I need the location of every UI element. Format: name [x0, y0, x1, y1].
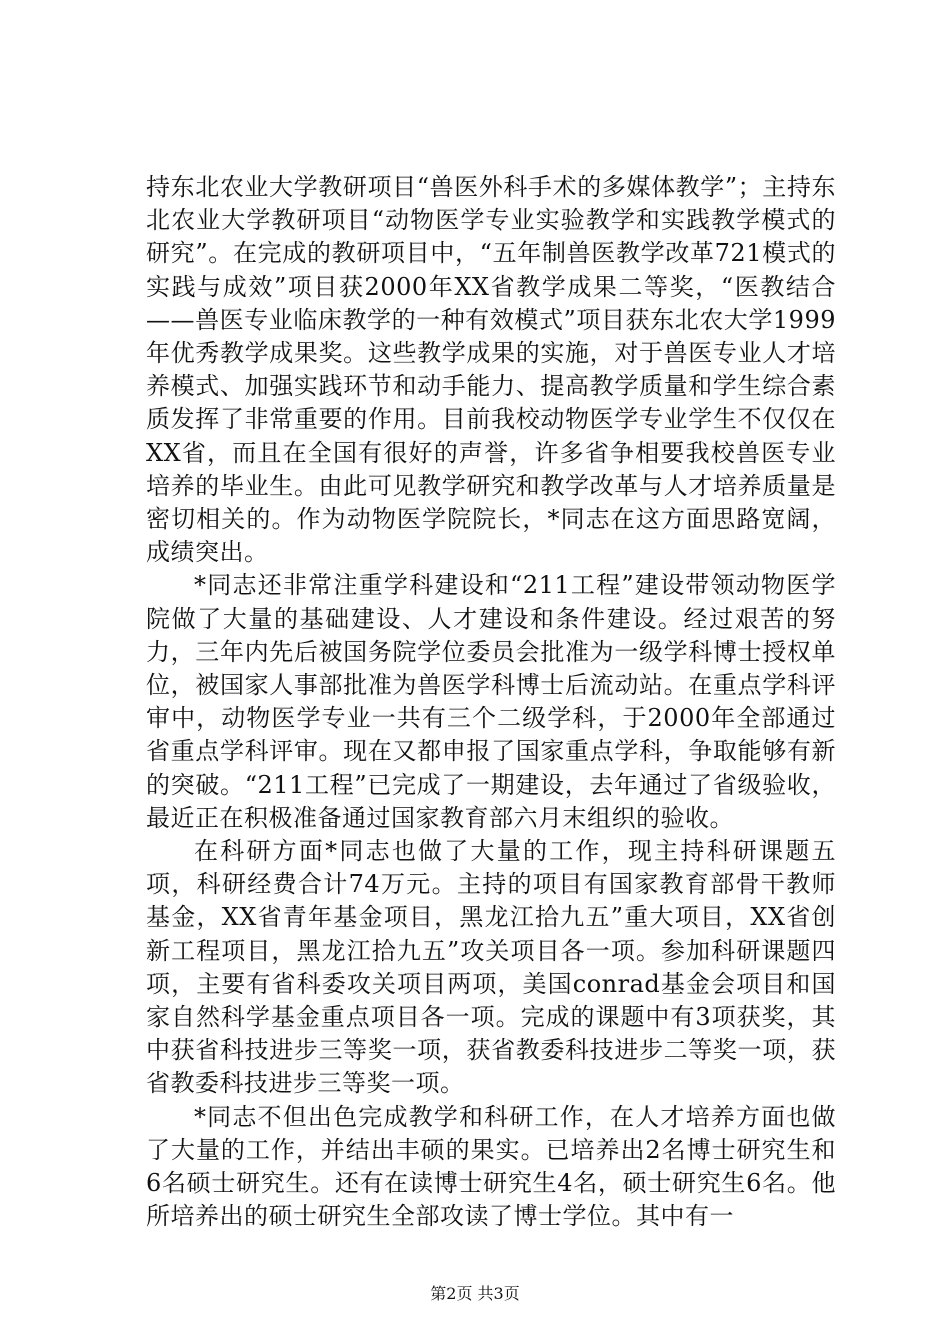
paragraph-talent-cultivation: *同志不但出色完成教学和科研工作，在人才培养方面也做了大量的工作，并结出丰硕的果实。已培养出2名博士研究生和6名硕士研究生。还有在读博士研究生4名，硕士研究生6名。他所培养出的硕士研究生全部攻读了博士学位。其中有一	[146, 1102, 836, 1231]
paragraph-discipline-building: *同志还非常注重学科建设和“211工程”建设带领动物医学院做了大量的基础建设、人才建设和条件建设。经过艰苦的努力，三年内先后被国务院学位委员会批准为一级学科博士授权单位，被国家人事部批准为兽医学科博士后流动站。在重点学科评审中，动物医学专业一共有三个二级学科，于2000年全部通过省重点学科评审。现在又都申报了国家重点学科，争取能够有新的突破。“211工程”已完成了一期建设，去年通过了省级验收，最近正在积极准备通过国家教育部六月末组织的验收。	[146, 571, 836, 832]
paragraph-scientific-research: 在科研方面*同志也做了大量的工作，现主持科研课题五项，科研经费合计74万元。主持的项目有国家教育部骨干教师基金，XX省青年基金项目，黑龙江拾九五”重大项目，XX省创新工程项目，黑龙江拾九五”攻关项目各一项。参加科研课题四项，主要有省科委攻关项目两项，美国conrad基金会项目和国家自然科学基金重点项目各一项。完成的课题中有3项获奖，其中获省科技进步三等奖一项，获省教委科技进步二等奖一项，获省教委科技进步三等奖一项。	[146, 837, 836, 1098]
page-number-footer: 第2页 共3页	[430, 1284, 520, 1303]
document-body	[146, 171, 836, 1234]
paragraph-teaching-research: 持东北农业大学教研项目“兽医外科手术的多媒体教学”；主持东北农业大学教研项目“动物医学专业实验教学和实践教学模式的研究”。在完成的教研项目中，“五年制兽医教学改革721模式的实践与成效”项目获2000年XX省教学成果二等奖，“医教结合——兽医专业临床教学的一种有效模式”项目获东北农大学1999年优秀教学成果奖。这些教学成果的实施，对于兽医专业人才培养模式、加强实践环节和动手能力、提高教学质量和学生综合素质发挥了非常重要的作用。目前我校动物医学专业学生不仅仅在XX省，而且在全国有很好的声誉，许多省争相要我校兽医专业培养的毕业生。由此可见教学研究和教学改革与人才培养质量是密切相关的。作为动物医学院院长，*同志在这方面思路宽阔，成绩突出。	[146, 173, 836, 567]
